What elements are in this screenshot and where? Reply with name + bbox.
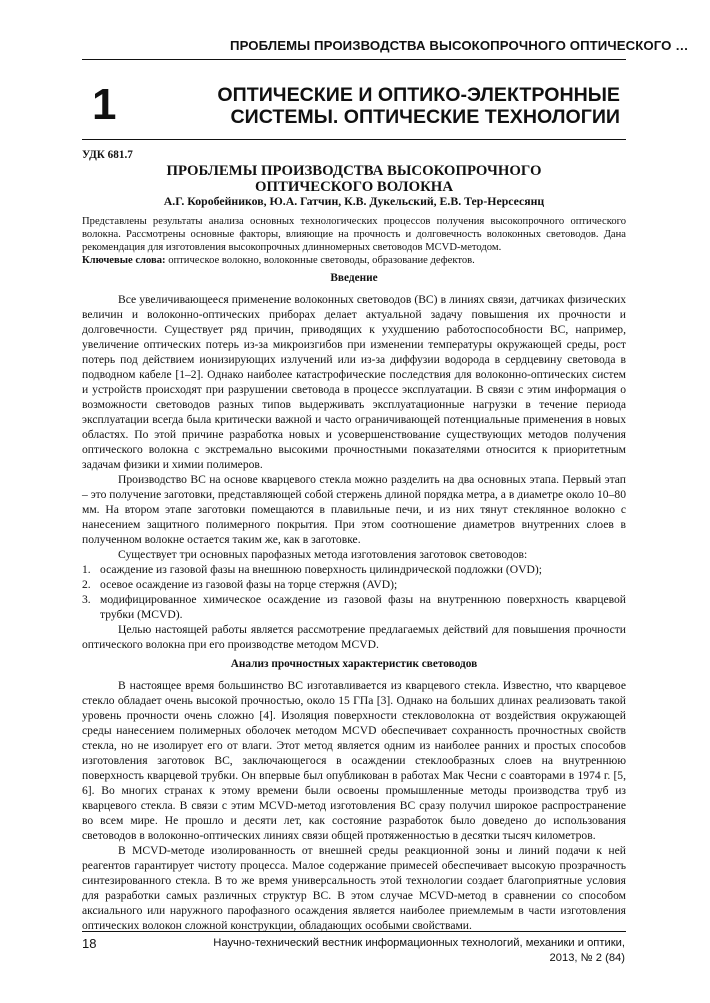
section-title <box>215 84 620 128</box>
page-number: 18 <box>82 936 97 951</box>
intro-heading: Введение <box>330 272 378 284</box>
paper-title-line-1: ПРОБЛЕМЫ ПРОИЗВОДСТВА ВЫСОКОПРОЧНОГО <box>166 163 542 179</box>
intro-paragraph-4: Целью настоящей работы является рассмотрение предлагаемых действий для повышения прочности оптического волокна при его производстве методом MCVD. <box>82 623 626 651</box>
methods-list-item <box>82 577 626 592</box>
analysis-heading: Анализ прочностных характеристик световодов <box>230 658 478 670</box>
article-body <box>82 271 626 933</box>
header-divider <box>82 59 626 60</box>
keywords-label: Ключевые слова: <box>82 255 166 267</box>
section-title-line-2: СИСТЕМЫ. ОПТИЧЕСКИЕ ТЕХНОЛОГИИ <box>230 106 620 128</box>
journal-citation <box>200 936 625 966</box>
running-header: ПРОБЛЕМЫ ПРОИЗВОДСТВА ВЫСОКОПРОЧНОГО ОПТИЧЕСКОГО … <box>230 38 689 53</box>
journal-issue: 2013, № 2 (84) <box>549 952 625 964</box>
section-divider <box>82 139 626 140</box>
analysis-paragraph-1: В настоящее время большинство ВС изготавливается из кварцевого стекла. Известно, что кварцевое стекло обладает очень высокой прочностью, около 15 ГПа [3]. Однако на больших длинах реализовать такой уровень прочности очень сложно [4]. Изоляция поверхности стекловолокна от воздействия окружающей среды нанесением полимерных оболочек методом MCVD обеспечивает сохранность прочностных свойств стекла, но не изолирует его от влаги. Этот метод является одним из наиболее ранних и простых способов изготовления заготовок ВС, заключающегося в осаждении стеклообразных слоев на внутреннюю поверхность кварцевой трубки. Он впервые был опубликован в работах Мак Чесни с соавторами в 1974 г. [5, 6]. Во многих странах к этому времени были освоены промышленные методы производства труб из кварцевого стекла. В связи с этим MCVD-метод изготовления ВС сразу получил широкое распространение во всем мире. Не прошло и десяти лет, как состояние разработок было доведено до использования световодов в волоконно-оптических линиях связи общей протяженностью в десятки тысяч километров. <box>82 679 626 842</box>
intro-paragraph-1: Все увеличивающееся применение волоконных световодов (ВС) в линиях связи, датчиках физических величин и волоконно-оптических приборах делает актуальной задачу повышения их прочности и долговечности. Существует ряд причин, приводящих к ухудшению работоспособности ВС, например, увеличение оптических потерь из-за микроизгибов при изменении температуры окружающей среды, рост потерь под действием ионизирующих излучений или из-за диффузии водорода в сердцевину световода в подводном кабеле [1–2]. Однако наиболее катастрофические последствия для волоконно-оптических систем и устройств происходят при разрушении световода в процессе эксплуатации. В связи с этим информация о возможности световодов разных типов выдерживать эксплуатационные нагрузки в течение периода эксплуатации всегда была критически важной и часто ограничивающей потенциальные применения в новых областях. По этой причине разработка новых и усовершенствование существующих методов получения оптического волокна с экстремально высокими прочностными показателями относится к приоритетным задачам физики и химии полимеров. <box>82 293 626 471</box>
abstract <box>82 215 626 267</box>
author-list: А.Г. Коробейников, Ю.А. Гатчин, К.В. Дукельский, Е.В. Тер-Нерсесянц <box>163 194 545 208</box>
section-number: 1 <box>92 80 117 129</box>
intro-paragraph-3: Существует три основных парофазных метода изготовления заготовок световодов: <box>118 548 528 561</box>
journal-name: Научно-технический вестник информационных технологий, механики и оптики, <box>213 937 625 949</box>
footer-divider <box>82 931 626 932</box>
methods-list <box>82 562 626 622</box>
methods-list-item <box>82 562 626 577</box>
list-number: 1. <box>82 563 91 576</box>
paper-title-line-2: ОПТИЧЕСКОГО ВОЛОКНА <box>254 179 454 195</box>
section-title-line-1: ОПТИЧЕСКИЕ И ОПТИКО-ЭЛЕКТРОННЫЕ <box>217 84 620 106</box>
list-item-text: модифицированное химическое осаждение из газовой фазы на внутреннюю поверхность кварцевой трубки (MCVD). <box>100 593 626 621</box>
methods-list-item <box>82 592 626 622</box>
list-item-text: осаждение из газовой фазы на внешнюю поверхность цилиндрической подложки (OVD); <box>100 563 542 576</box>
analysis-paragraph-2: В MCVD-методе изолированность от внешней среды реакционной зоны и линий подачи к ней реагентов гарантирует чистоту процесса. Малое содержание примесей обеспечивает высокую прозрачность синтезированного стекла. В то же время универсальность этой технологии создает благоприятные условия для разработки самых различных структур ВС. В этом случае MCVD-метод в сравнении со способом аксиального или наружного парофазного осаждения является наиболее приемлемым в части изготовления оптических волокон сложной конструкции, обладающих особыми свойствами. <box>82 844 626 932</box>
paper-title <box>82 163 626 195</box>
list-number: 3. <box>82 593 91 606</box>
keywords-text: оптическое волокно, волоконные световоды, образование дефектов. <box>165 255 475 267</box>
udk-code: УДК 681.7 <box>82 149 133 161</box>
list-item-text: осевое осаждение из газовой фазы на торце стержня (AVD); <box>100 578 398 591</box>
list-number: 2. <box>82 578 91 591</box>
intro-paragraph-2: Производство ВС на основе кварцевого стекла можно разделить на два основных этапа. Первый этап – это получение заготовки, представляющей собой стержень длиной порядка метра, а в диаметре около 10–80 мм. На втором этапе заготовки помещаются в плавильные печи, и из них тянут стеклянное волокно с нанесением защитного полимерного покрытия. При этом соотношение диаметров внутренних слоев в полученном волокне остается таким же, как в заготовке. <box>82 473 626 546</box>
abstract-text: Представлены результаты анализа основных технологических процессов получения высокопрочного оптического волокна. Рассмотрены основные факторы, влияющие на прочность и долговечность волоконных световодов. Дана рекомендация для изготовления высокопрочных длинномерных световодов MCVD-методом. <box>82 216 626 254</box>
